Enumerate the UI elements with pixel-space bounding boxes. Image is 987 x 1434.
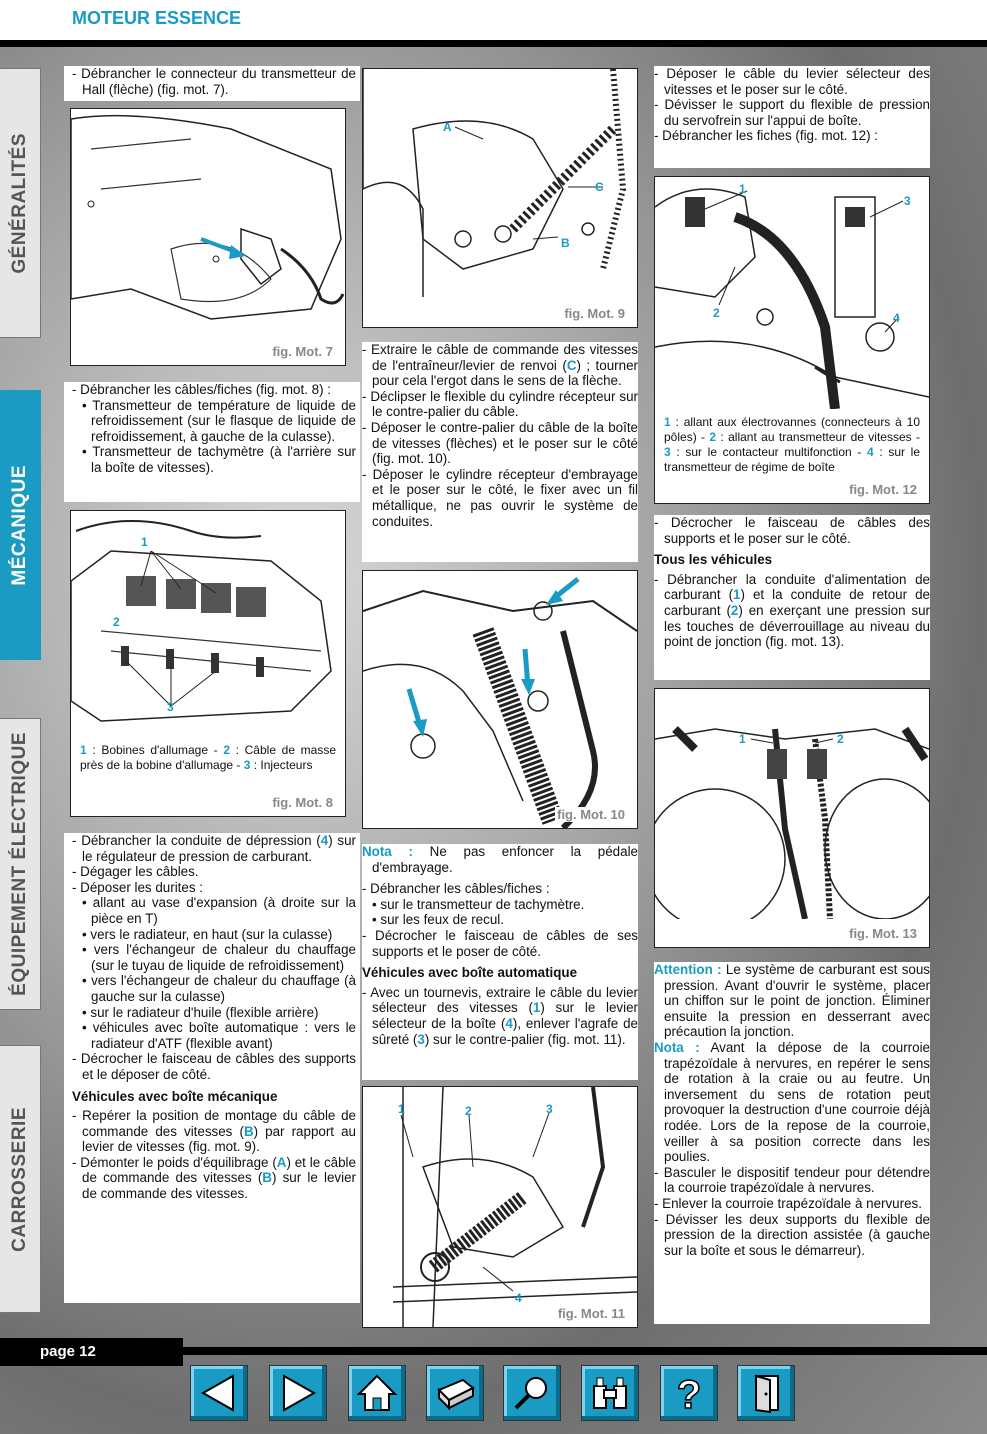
bullet: • vers l'échangeur de chaleur du chauffage (à gauche sur la culasse)	[82, 973, 356, 1004]
callout-label: 1	[739, 182, 746, 196]
footer-bar	[183, 1347, 987, 1355]
help-icon	[667, 1372, 711, 1414]
previous-button[interactable]	[190, 1365, 248, 1421]
callout-label: 1	[739, 732, 746, 746]
bullet: • véhicules avec boîte automatique : vers le radiateur d'ATF (flexible avant)	[82, 1020, 356, 1051]
paragraph: - Décrocher le faisceau de câbles des supports et le poser sur le côté.	[654, 515, 930, 546]
paragraph: - Débrancher les câbles/fiches :	[362, 881, 550, 897]
callout-label: 2	[465, 1104, 472, 1118]
figure-caption: fig. Mot. 11	[557, 1306, 625, 1321]
paragraph: - Avec un tournevis, extraire le câble du levier sélecteur des vitesses (1) sur le levier sélecteur de la boîte (4), enlever l'agrafe de sûreté (3) sur le contre-palier (fig. mot. 11).	[362, 984, 639, 1047]
callout-label: 3	[904, 194, 911, 208]
home-icon	[355, 1372, 399, 1414]
paragraph: - Débrancher les fiches (fig. mot. 12) :	[654, 128, 879, 144]
binoculars-button[interactable]	[581, 1365, 639, 1421]
paragraph: - Basculer le dispositif tendeur pour détendre la courroie trapézoïdale à nervures.	[654, 1164, 930, 1196]
next-icon	[276, 1372, 320, 1414]
figure-mot-10	[362, 570, 638, 829]
tab-mecanique[interactable]	[0, 390, 41, 660]
figure-mot-12	[654, 176, 930, 504]
figure-mot-8	[70, 510, 346, 817]
bullet: • sur le radiateur d'huile (flexible arrière)	[82, 1004, 319, 1020]
legend-number: 2	[223, 743, 230, 757]
section-heading: Véhicules avec boîte mécanique	[72, 1088, 278, 1104]
next-button[interactable]	[269, 1365, 327, 1421]
header	[0, 0, 987, 40]
header-bar	[0, 40, 987, 47]
print-icon	[433, 1372, 477, 1414]
paragraph: - Dévisser le support du flexible de pression du servofrein sur l'appui de boîte.	[654, 97, 930, 128]
figure-mot-11	[362, 1086, 638, 1328]
figure-legend: 1 : allant aux électrovannes (connecteurs à 10 pôles) - 2 : allant au transmetteur de vitesses - 3 : sur le contacteur multifonction - 4 : sur le transmetteur de régime de boîte	[655, 415, 929, 475]
paragraph: - Décrocher le faisceau de câbles de ses supports et le poser de côté.	[362, 927, 638, 959]
callout-label: 4	[515, 1291, 522, 1305]
paragraph: - Enlever la courroie trapézoïdale à nervures.	[654, 1195, 922, 1211]
paragraph: - Dégager les câbles.	[72, 864, 199, 880]
figure-drawing	[655, 689, 929, 919]
print-button[interactable]	[426, 1365, 484, 1421]
callout-label: 2	[713, 306, 720, 320]
figure-caption: fig. Mot. 9	[564, 306, 625, 321]
tab-label: MÉCANIQUE	[9, 464, 30, 586]
paragraph: - Décrocher le faisceau de câbles des supports et le déposer de côté.	[72, 1051, 356, 1082]
figure-caption: fig. Mot. 12	[849, 482, 917, 497]
search-button[interactable]	[503, 1365, 561, 1421]
figure-mot-13	[654, 688, 930, 948]
col2-block2	[362, 844, 638, 1080]
callout-label: 1	[398, 1102, 405, 1116]
figure-drawing	[71, 511, 345, 736]
paragraph: - Déclipser le flexible du cylindre récepteur sur le contre-palier du câble.	[362, 388, 638, 420]
page-number: page 12	[0, 1338, 183, 1366]
paragraph: - Repérer la position de montage du câble de commande des vitesses (B) par rapport au levier de vitesses (fig. mot. 9).	[72, 1108, 357, 1155]
callout-label: B	[561, 236, 570, 250]
col1-block3	[64, 833, 360, 1303]
col3-block2	[654, 515, 930, 680]
legend-number: 1	[80, 743, 87, 757]
figure-drawing	[655, 177, 929, 409]
previous-icon	[197, 1372, 241, 1414]
exit-icon	[744, 1372, 788, 1414]
figure-legend	[71, 743, 345, 773]
figure-drawing	[363, 1087, 637, 1327]
home-button[interactable]	[348, 1365, 406, 1421]
legend-text: : Câble de masse près de la bobine d'allumage -	[80, 743, 336, 772]
col1-block1	[64, 66, 360, 101]
figure-drawing	[363, 69, 637, 299]
nota: Nota : Ne pas enfoncer la pédale d'embrayage.	[362, 844, 638, 875]
col2-block1	[362, 342, 638, 562]
bullet: • sur les feux de recul.	[372, 912, 504, 928]
figure-caption: fig. Mot. 13	[849, 926, 917, 941]
figure-drawing	[363, 571, 637, 828]
nota: Nota : Avant la dépose de la courroie trapézoïdale à nervures, en repérer le sens de rotation à la craie ou au feutre. Un inversement du sens de rotation peut provoquer la destruction d'une courroie déjà rodée. Lors de la repose de la courroie, veiller à sa position correcte dans les poulies.	[654, 1039, 930, 1165]
paragraph: - Débrancher les câbles/fiches (fig. mot. 8) :	[72, 382, 331, 397]
callout-label: 3	[546, 1102, 553, 1116]
bullet: • Transmetteur de température de liquide de refroidissement (sur le flasque de liquide de refroidissement, à gauche de la culasse).	[82, 397, 356, 444]
bullet: • vers l'échangeur de chaleur du chauffage (sur le tuyau de liquide de refroidissement)	[82, 942, 356, 973]
callout-label: 3	[167, 700, 174, 714]
page-title: MOTEUR ESSENCE	[72, 8, 242, 28]
paragraph: - Démonter le poids d'équilibrage (A) et le câble de commande des vitesses (B) sur le levier de commande des vitesses.	[72, 1154, 356, 1202]
paragraph: - Déposer le contre-palier du câble de la boîte de vitesses (flèches) et le poser sur le côté (fig. mot. 10).	[362, 419, 638, 467]
binoculars-icon	[588, 1372, 632, 1414]
figure-drawing	[71, 109, 345, 365]
bullet: • sur le transmetteur de tachymètre.	[372, 896, 585, 912]
figure-caption: fig. Mot. 7	[272, 344, 333, 359]
svg-text:?: ?	[676, 1373, 702, 1414]
paragraph: - Débrancher la conduite de dépression (4) sur le régulateur de pression de carburant.	[72, 833, 356, 864]
paragraph: - Déposer les durites :	[72, 879, 203, 895]
callout-label: 1	[141, 535, 148, 549]
figure-caption: fig. Mot. 10	[557, 807, 625, 822]
search-icon	[510, 1372, 554, 1414]
paragraph: - Dévisser les deux supports du flexible de pression de la direction assistée (à gauche sur la boîte et sous le démarreur).	[654, 1211, 930, 1258]
col3-block1	[654, 66, 930, 168]
figure-mot-9	[362, 68, 638, 328]
legend-text: : Bobines d'allumage -	[86, 743, 224, 757]
bullet: • allant au vase d'expansion (à droite sur la pièce en T)	[82, 895, 356, 926]
attention: Attention : Le système de carburant est sous pression. Avant d'ouvrir le système, placer un chiffon sur le point de jonction. Éliminer ensuite la pression en desserrant avec précaution la jonction.	[654, 962, 930, 1040]
paragraph: - Débrancher la conduite d'alimentation de carburant (1) et la conduite de retour de carburant (2) en exerçant une pression sur les touches de déverrouillage au niveau du point de jonction (fig. mot. 13).	[654, 571, 930, 650]
col3-block3	[654, 962, 930, 1324]
tab-carrosserie[interactable]	[0, 1045, 41, 1313]
paragraph: - Débrancher le connecteur du transmetteur de Hall (flèche) (fig. mot. 7).	[72, 66, 356, 97]
callout-label: 4	[893, 311, 900, 325]
paragraph: - Déposer le cylindre récepteur d'embrayage et le poser sur le côté, le fixer avec un fil métallique, ne pas ouvrir le système de conduites.	[362, 466, 638, 529]
help-button[interactable]	[660, 1365, 718, 1421]
bullet: • vers le radiateur, en haut (sur la culasse)	[82, 926, 333, 942]
paragraph: - Extraire le câble de commande des vitesses de l'entraîneur/levier de renvoi (C) ; tourner pour cela l'ergot dans le sens de la flèche.	[362, 342, 638, 389]
tab-label: CARROSSERIE	[9, 1106, 30, 1252]
figure-mot-7	[70, 108, 346, 366]
tab-label: ÉQUIPEMENT ÉLECTRIQUE	[9, 732, 30, 996]
callout-label: 2	[837, 732, 844, 746]
section-heading: Tous les véhicules	[654, 552, 773, 568]
legend-number: 3	[243, 758, 251, 772]
tab-equipement-electrique[interactable]	[0, 718, 41, 1010]
section-heading: Véhicules avec boîte automatique	[362, 965, 578, 981]
tab-generalites[interactable]	[0, 68, 41, 338]
legend-text: : Injecteurs	[250, 758, 313, 772]
tab-label: GÉNÉRALITÉS	[9, 132, 30, 274]
col1-block2	[64, 382, 360, 502]
callout-label: 2	[113, 615, 120, 629]
bullet: • Transmetteur de tachymètre (à l'arrière sur la boîte de vitesses).	[82, 444, 356, 475]
callout-label: C	[595, 180, 604, 194]
figure-caption: fig. Mot. 8	[272, 795, 333, 810]
exit-button[interactable]	[737, 1365, 795, 1421]
callout-label: A	[443, 120, 452, 134]
paragraph: - Déposer le câble du levier sélecteur des vitesses et le poser sur le côté.	[654, 66, 930, 97]
